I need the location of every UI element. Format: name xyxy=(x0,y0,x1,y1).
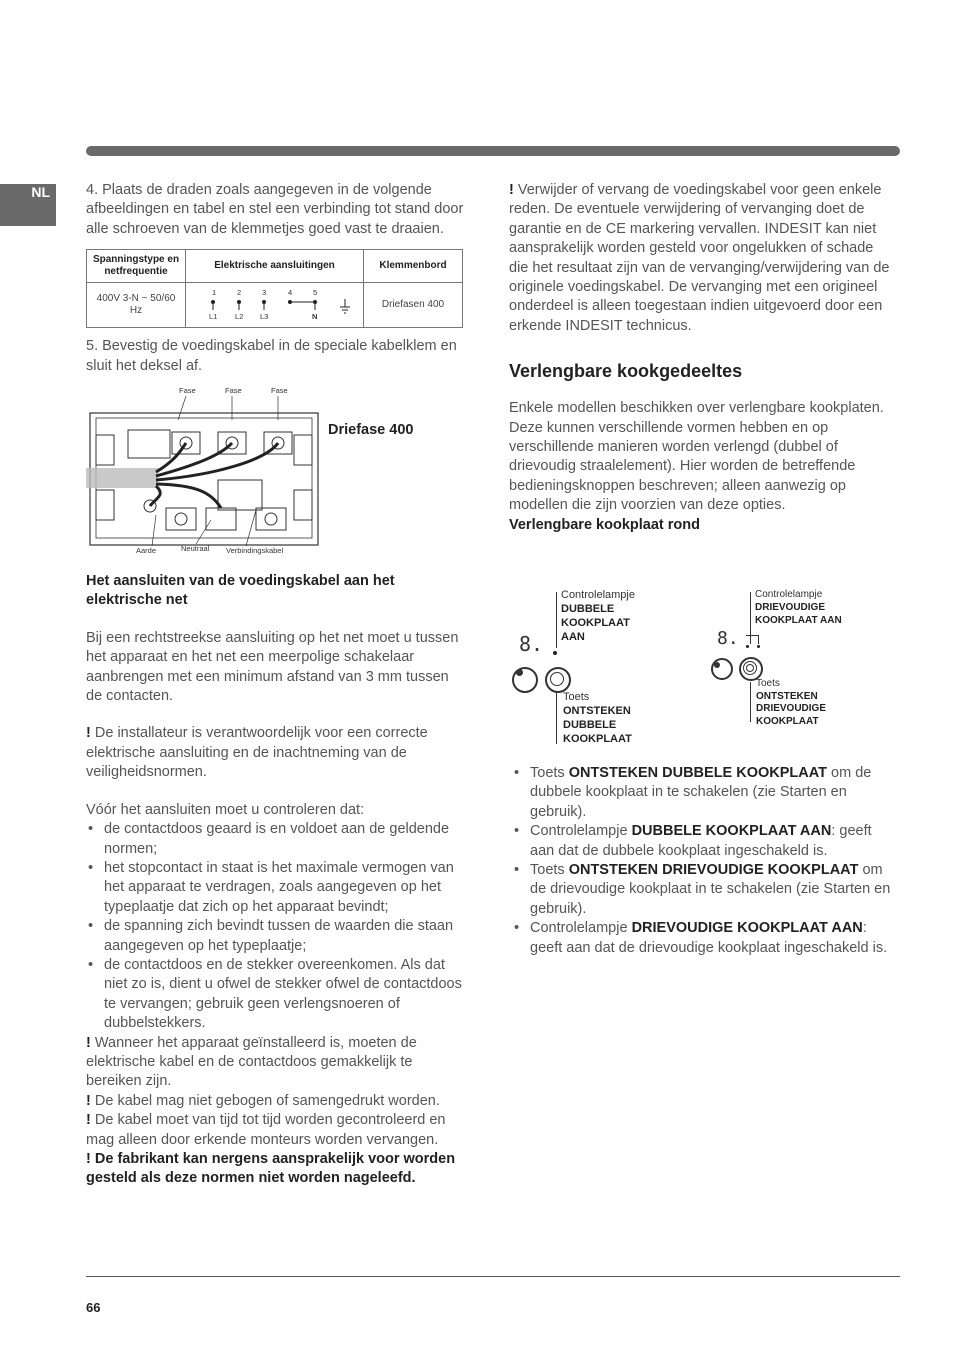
phase-label: Fase xyxy=(179,386,196,396)
diagram-title: Driefase 400 xyxy=(328,422,414,439)
terminal-label: L1 xyxy=(208,312,217,322)
terminal-wiring-icon xyxy=(195,283,355,323)
cable-warning: ! Verwijder of vervang de voedingskabel voor geen enkele reden. De eventuele verwijdering of vervanging doet de garantie en de CE markering vervallen. INDESIT kan niet aansprakelijk worden gesteld voor ongelukken of schade die het resultaat zijn van de vervanging/verwijdering van de originele voedingskabel. De vervanging met een origineel onderdeel is alleen toegestaan indien uitgevoerd door een erkende INDESIT technicus. xyxy=(509,182,890,334)
paragraph-installer: ! De installateur is verantwoordelijk voor een correcte elektrische aansluiting en de inachtneming van de veiligheidsnormen. xyxy=(86,725,428,781)
terminal-label: L2 xyxy=(234,312,243,322)
check-intro: Vóór het aansluiten moet u controleren dat: xyxy=(86,801,365,818)
list-item: • Toets ONTSTEKEN DRIEVOUDIGE KOOKPLAAT om de drievoudige kookplaat in te schakelen (zie Starten en gebruik). xyxy=(512,861,893,919)
warning-liability: ! De fabrikant kan nergens aansprakelijk voor worden gesteld als deze normen niet worden nageleefd. xyxy=(86,1151,456,1187)
terminal-number: 2 xyxy=(236,288,241,298)
check-list xyxy=(86,820,466,1033)
lamp-label-double: Controlelampje DUBBELE KOOKPLAAT AAN xyxy=(561,589,635,643)
display-digit: 8. xyxy=(519,632,544,656)
subsection-heading: Verlengbare kookplaat rond xyxy=(509,516,700,533)
terminal-label: N xyxy=(311,312,317,322)
language-tab: NL xyxy=(0,184,56,226)
link-cable-label: Verbindingskabel xyxy=(226,546,284,556)
phase-label: Fase xyxy=(225,386,242,396)
right-column xyxy=(509,181,893,535)
table-cell-terminal: Driefasen 400 xyxy=(364,283,463,328)
list-item: • de spanning zich bevindt tussen de waarden die staan aangegeven op het typeplaatje; xyxy=(86,917,466,956)
section-intro: Enkele modellen beschikken over verlengbare kookplaten. Deze kunnen verschillende vormen hebben en op verschillende manieren worden verlengd (dubbel of drievoudig straalelement). Hier worden de betreffende bedieningsknoppen beschreven; alleen aanwezig op modellen die zijn voorzien van deze opties. xyxy=(509,400,884,514)
section-heading: Verlengbare kookgedeeltes xyxy=(509,361,743,382)
zone-knob-icon xyxy=(711,658,733,680)
neutral-label: Neutraal xyxy=(181,544,210,554)
step-4-text: 4. Plaats de draden zoals aangegeven in de volgende afbeeldingen en tabel en stel een verbinding tot stand door alle schroeven van de klemmetjes goed vast te draaien. xyxy=(86,182,464,237)
list-item: • de contactdoos geaard is en voldoet aan de geldende normen; xyxy=(86,820,466,859)
header-bar xyxy=(86,146,900,156)
display-digit: 8. xyxy=(717,628,739,649)
phase-label: Fase xyxy=(271,386,288,396)
terminal-block-illustration xyxy=(86,380,326,556)
warning-accessible: ! Wanneer het apparaat geïnstalleerd is, moeten de elektrische kabel en de contactdoos gemakkelijk te bereiken zijn. xyxy=(86,1034,417,1090)
terminal-number: 4 xyxy=(287,288,292,298)
step-5-text: 5. Bevestig de voedingskabel in de speciale kabelklem en sluit het deksel af. xyxy=(86,338,457,374)
table-header-connections: Elektrische aansluitingen xyxy=(186,250,364,283)
earth-label: Aarde xyxy=(136,546,157,556)
terminal-number: 3 xyxy=(261,288,266,298)
terminal-number: 5 xyxy=(312,288,317,298)
connection-table xyxy=(86,249,463,328)
list-item: • het stopcontact in staat is het maximale vermogen van het apparaat te verdragen, zoals aangegeven op het typeplaatje dat zich op het apparaat bevindt; xyxy=(86,859,466,917)
warning-mark: ! xyxy=(86,725,91,742)
list-item: • Toets ONTSTEKEN DUBBELE KOOKPLAAT om de dubbele kookplaat in te schakelen (zie Starten en gebruik). xyxy=(512,764,893,822)
table-header-terminal: Klemmenbord xyxy=(364,250,463,283)
wiring-diagram xyxy=(86,380,466,556)
footer-divider xyxy=(86,1276,900,1277)
table-header-voltage: Spanningstype en netfrequentie xyxy=(87,250,186,283)
terminal-label: L3 xyxy=(259,312,268,322)
warning-bend: ! De kabel mag niet gebogen of samengedrukt worden. xyxy=(86,1092,440,1109)
table-cell-connections xyxy=(186,283,364,328)
terminal-number: 1 xyxy=(211,288,216,298)
indicator-light-double xyxy=(553,651,557,655)
table-cell-voltage: 400V 3-N ~ 50/60 Hz xyxy=(87,283,186,328)
list-item: • Controlelampje DUBBELE KOOKPLAAT AAN: geeft aan dat de dubbele kookplaat ingeschakeld is. xyxy=(512,822,893,861)
connection-subheading: Het aansluiten van de voedingskabel aan het elektrische net xyxy=(86,573,395,609)
page-number: 66 xyxy=(86,1300,101,1315)
indicator-light-triple xyxy=(746,645,749,648)
list-item: • de contactdoos en de stekker overeenkomen. Als dat niet zo is, dient u ofwel de stekker ofwel de contactdoos te vervangen; gebruik geen verlengsnoeren of dubbelstekkers. xyxy=(86,956,466,1034)
warning-inspect: ! De kabel moet van tijd tot tijd worden gecontroleerd en mag alleen door erkende monteurs worden vervangen. xyxy=(86,1112,446,1148)
list-item: • Controlelampje DRIEVOUDIGE KOOKPLAAT AAN: geeft aan dat de drievoudige kookplaat ingeschakeld is. xyxy=(512,919,893,958)
left-column xyxy=(86,181,466,1189)
paragraph-switch: Bij een rechtstreekse aansluiting op het net moet u tussen het apparaat en het net een meerpolige schakelaar aanbrengen met een minimum afstand van 3 mm tussen de contacten. xyxy=(86,629,459,705)
key-label-triple: Toets ONTSTEKEN DRIEVOUDIGE KOOKPLAAT xyxy=(756,678,827,727)
key-label-double: Toets ONTSTEKEN DUBBELE KOOKPLAAT xyxy=(563,691,632,745)
lamp-label-triple: Controlelampje DRIEVOUDIGE KOOKPLAAT AAN xyxy=(755,589,842,626)
control-description-list xyxy=(509,764,893,958)
